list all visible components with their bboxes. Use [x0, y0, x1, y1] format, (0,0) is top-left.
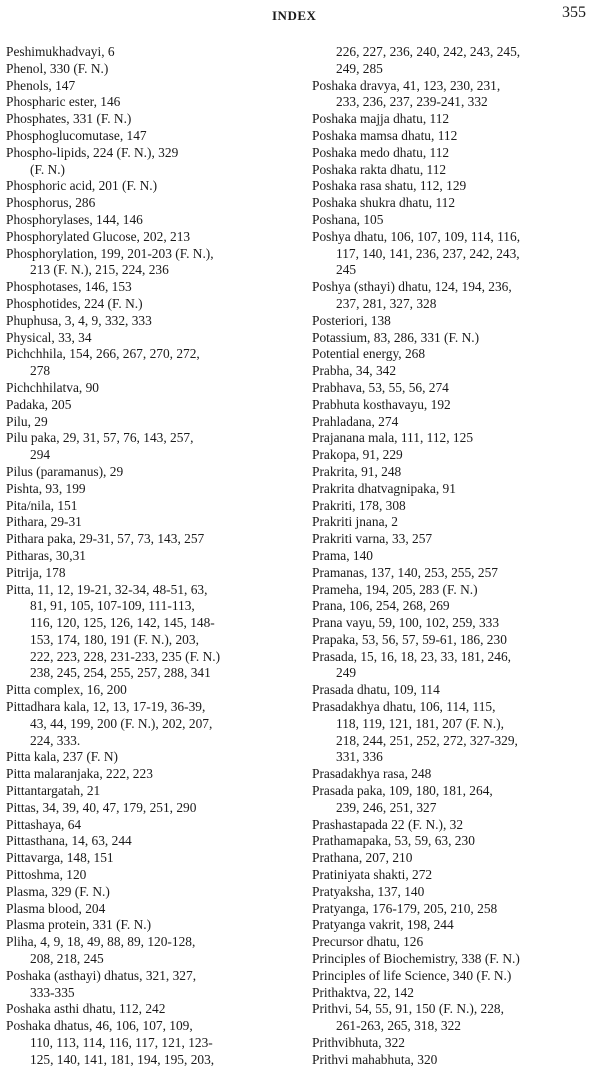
index-entry: Posteriori, 138 — [312, 312, 391, 328]
index-column-left — [6, 44, 302, 1069]
index-entry: Prakriti, 178, 308 — [312, 497, 406, 513]
index-entry: Prapaka, 53, 56, 57, 59-61, 186, 230 — [312, 631, 507, 647]
index-entry: Pitrija, 178 — [6, 564, 66, 580]
index-entry: Plasma protein, 331 (F. N.) — [6, 917, 152, 933]
index-entry: Poshaka dravya, 41, 123, 230, 231, — [312, 77, 501, 93]
index-entry: Prana vayu, 59, 100, 102, 259, 333 — [312, 615, 500, 631]
index-entry: Prasada dhatu, 109, 114 — [312, 682, 440, 698]
index-entry: Pittashaya, 64 — [6, 816, 82, 832]
index-entry-continuation: 278 — [30, 363, 51, 379]
index-entry: Phosphorus, 286 — [6, 195, 96, 211]
index-entry: Principles of Biochemistry, 338 (F. N.) — [312, 951, 520, 967]
index-entry: Poshaka asthi dhatu, 112, 242 — [6, 1001, 166, 1017]
index-entry-continuation: 213 (F. N.), 215, 224, 236 — [30, 262, 169, 278]
index-entry: Poshya dhatu, 106, 107, 109, 114, 116, — [312, 228, 521, 244]
index-entry-continuation: 249 — [336, 665, 357, 681]
index-entry: Pilu paka, 29, 31, 57, 76, 143, 257, — [6, 430, 194, 446]
index-entry-continuation: 110, 113, 114, 116, 117, 121, 123- — [30, 1035, 213, 1051]
index-entry: Prithvi mahabhuta, 320 — [312, 1051, 438, 1067]
index-entry: Phosphotases, 146, 153 — [6, 279, 132, 295]
index-entry: Pittavarga, 148, 151 — [6, 850, 114, 866]
index-entry: Prajanana mala, 111, 112, 125 — [312, 430, 474, 446]
index-entry-continuation: 261-263, 265, 318, 322 — [336, 1018, 461, 1034]
index-entry-continuation: 118, 119, 121, 181, 207 (F. N.), — [336, 715, 504, 731]
index-entry: Phosphoric acid, 201 (F. N.) — [6, 178, 158, 194]
index-entry: Prakrita dhatvagnipaka, 91 — [312, 480, 456, 496]
index-entry: Prasadakhya dhatu, 106, 114, 115, — [312, 699, 496, 715]
index-entry: Pithara paka, 29-31, 57, 73, 143, 257 — [6, 531, 205, 547]
index-entry: Phenol, 330 (F. N.) — [6, 60, 109, 76]
index-entry-continuation: 208, 218, 245 — [30, 951, 104, 967]
page-header — [0, 4, 600, 26]
index-entry: Pilu, 29 — [6, 413, 48, 429]
index-entry: Prasadakhya rasa, 248 — [312, 766, 432, 782]
index-entry: Phosphoglucomutase, 147 — [6, 127, 147, 143]
index-entry-continuation: 294 — [30, 447, 51, 463]
index-entry: Peshimukhadvayi, 6 — [6, 44, 115, 59]
index-entry: Pitta, 11, 12, 19-21, 32-34, 48-51, 63, — [6, 581, 208, 597]
index-entry: Potential energy, 268 — [312, 346, 426, 362]
index-entry: Prakrita, 91, 248 — [312, 463, 402, 479]
index-entry: Pratyanga vakrit, 198, 244 — [312, 917, 454, 933]
index-entry: Pitta malaranjaka, 222, 223 — [6, 766, 153, 782]
index-entry-continuation: 218, 244, 251, 252, 272, 327-329, — [336, 732, 518, 748]
index-entry: Phosphotides, 224 (F. N.) — [6, 295, 143, 311]
index-entry: Phosphorylated Glucose, 202, 213 — [6, 228, 191, 244]
index-entry-continuation: 233, 236, 237, 239-241, 332 — [336, 94, 488, 110]
index-entry: Prahladana, 274 — [312, 413, 399, 429]
index-entry: Pittadhara kala, 12, 13, 17-19, 36-39, — [6, 699, 206, 715]
index-entry: Phosphates, 331 (F. N.) — [6, 111, 132, 127]
index-entry-continuation: 222, 223, 228, 231-233, 235 (F. N.) — [30, 648, 221, 664]
index-entry: Pratiniyata shakti, 272 — [312, 867, 433, 883]
index-entry-continuation: 249, 285 — [336, 60, 383, 76]
index-entry-continuation: 81, 91, 105, 107-109, 111-113, — [30, 598, 195, 614]
index-entry: Poshaka majja dhatu, 112 — [312, 111, 450, 127]
index-entry: Pitharas, 30,31 — [6, 547, 86, 563]
running-head: INDEX — [272, 8, 317, 23]
index-entry: Pratyaksha, 137, 140 — [312, 883, 425, 899]
index-entry: Physical, 33, 34 — [6, 329, 92, 345]
index-entry: Poshaka mamsa dhatu, 112 — [312, 127, 458, 143]
index-entry: Prakriti jnana, 2 — [312, 514, 398, 530]
index-entry: Pishta, 93, 199 — [6, 480, 86, 496]
index-entry: Poshaka shukra dhatu, 112 — [312, 195, 456, 211]
index-entry-continuation: 331, 336 — [336, 749, 383, 765]
index-entry-continuation: 237, 281, 327, 328 — [336, 295, 437, 311]
index-entry: Prakopa, 91, 229 — [312, 447, 403, 463]
index-entry: Pichchhila, 154, 266, 267, 270, 272, — [6, 346, 200, 362]
index-entry-continuation: 116, 120, 125, 126, 142, 145, 148- — [30, 615, 215, 631]
index-entry: Poshaka rasa shatu, 112, 129 — [312, 178, 467, 194]
index-entry: Plasma blood, 204 — [6, 900, 106, 916]
index-entry: Pittasthana, 14, 63, 244 — [6, 833, 132, 849]
index-entry: Poshaka medo dhatu, 112 — [312, 144, 450, 160]
index-entry: Prithvi, 54, 55, 91, 150 (F. N.), 228, — [312, 1001, 504, 1017]
index-entry-continuation: 125, 140, 141, 181, 194, 195, 203, — [30, 1051, 215, 1067]
index-entry: Prameha, 194, 205, 283 (F. N.) — [312, 581, 478, 597]
index-entry: Pilus (paramanus), 29 — [6, 463, 124, 479]
index-entry: Phospho-lipids, 224 (F. N.), 329 — [6, 144, 179, 160]
index-entry: Prakriti varna, 33, 257 — [312, 531, 433, 547]
page-number: 355 — [562, 4, 586, 21]
index-entry-continuation: (F. N.) — [30, 161, 66, 177]
index-entry: Principles of life Science, 340 (F. N.) — [312, 967, 512, 983]
index-entry: Prabhuta kosthavayu, 192 — [312, 396, 451, 412]
index-entry: Pratyanga, 176-179, 205, 210, 258 — [312, 900, 498, 916]
index-entry: Pitta kala, 237 (F. N) — [6, 749, 118, 765]
index-entry: Phenols, 147 — [6, 77, 76, 93]
index-entry: Prama, 140 — [312, 547, 373, 563]
index-column-right — [312, 44, 596, 1069]
index-entry: Pliha, 4, 9, 18, 49, 88, 89, 120-128, — [6, 934, 196, 950]
index-entry: Pittas, 34, 39, 40, 47, 179, 251, 290 — [6, 799, 197, 815]
index-entry: Pittantargatah, 21 — [6, 783, 101, 799]
index-entry: Prasada, 15, 16, 18, 23, 33, 181, 246, — [312, 648, 511, 664]
index-entry: Prasada paka, 109, 180, 181, 264, — [312, 783, 493, 799]
index-entry-continuation: 117, 140, 141, 236, 237, 242, 243, — [336, 245, 520, 261]
index-entry: Prabha, 34, 342 — [312, 363, 397, 379]
index-entry: Plasma, 329 (F. N.) — [6, 883, 110, 899]
index-entry-continuation: 333-335 — [30, 984, 75, 1000]
index-entry: Poshaka rakta dhatu, 112 — [312, 161, 447, 177]
index-entry: Prathamapaka, 53, 59, 63, 230 — [312, 833, 475, 849]
index-entry: Phuphusa, 3, 4, 9, 332, 333 — [6, 312, 152, 328]
index-entry: Pittoshma, 120 — [6, 867, 87, 883]
index-entry: Pitta complex, 16, 200 — [6, 682, 127, 698]
index-entry: Padaka, 205 — [6, 396, 72, 412]
index-entry-continuation: 224, 333. — [30, 732, 81, 748]
index-entry-continuation: 245 — [336, 262, 357, 278]
index-entry: Prana, 106, 254, 268, 269 — [312, 598, 450, 614]
index-entry: Poshya (sthayi) dhatu, 124, 194, 236, — [312, 279, 512, 295]
index-entry: Phospharic ester, 146 — [6, 94, 121, 110]
index-entry: Prashastapada 22 (F. N.), 32 — [312, 816, 464, 832]
index-entry: Poshaka (asthayi) dhatus, 321, 327, — [6, 967, 197, 983]
index-entry: Phosphorylases, 144, 146 — [6, 211, 143, 227]
index-entry-continuation: 238, 245, 254, 255, 257, 288, 341 — [30, 665, 211, 681]
index-entry: Prabhava, 53, 55, 56, 274 — [312, 379, 449, 395]
index-entry: Pramanas, 137, 140, 253, 255, 257 — [312, 564, 498, 580]
index-entry: Poshana, 105 — [312, 211, 384, 227]
index-entry-continuation: 43, 44, 199, 200 (F. N.), 202, 207, — [30, 715, 213, 731]
index-entry: Pithara, 29-31 — [6, 514, 82, 530]
index-entry: Pichchhilatva, 90 — [6, 379, 99, 395]
index-entry: Prathana, 207, 210 — [312, 850, 413, 866]
index-entry: Pita/nila, 151 — [6, 497, 78, 513]
index-entry: Poshaka dhatus, 46, 106, 107, 109, — [6, 1018, 193, 1034]
index-entry-continuation: 226, 227, 236, 240, 242, 243, 245, — [336, 44, 521, 59]
index-entry-continuation: 153, 174, 180, 191 (F. N.), 203, — [30, 631, 199, 647]
index-entry-continuation: 239, 246, 251, 327 — [336, 799, 437, 815]
index-entry: Prithvibhuta, 322 — [312, 1035, 405, 1051]
index-entry: Potassium, 83, 286, 331 (F. N.) — [312, 329, 480, 345]
index-entry: Precursor dhatu, 126 — [312, 934, 424, 950]
index-entry: Phosphorylation, 199, 201-203 (F. N.), — [6, 245, 214, 261]
index-entry: Prithaktva, 22, 142 — [312, 984, 414, 1000]
